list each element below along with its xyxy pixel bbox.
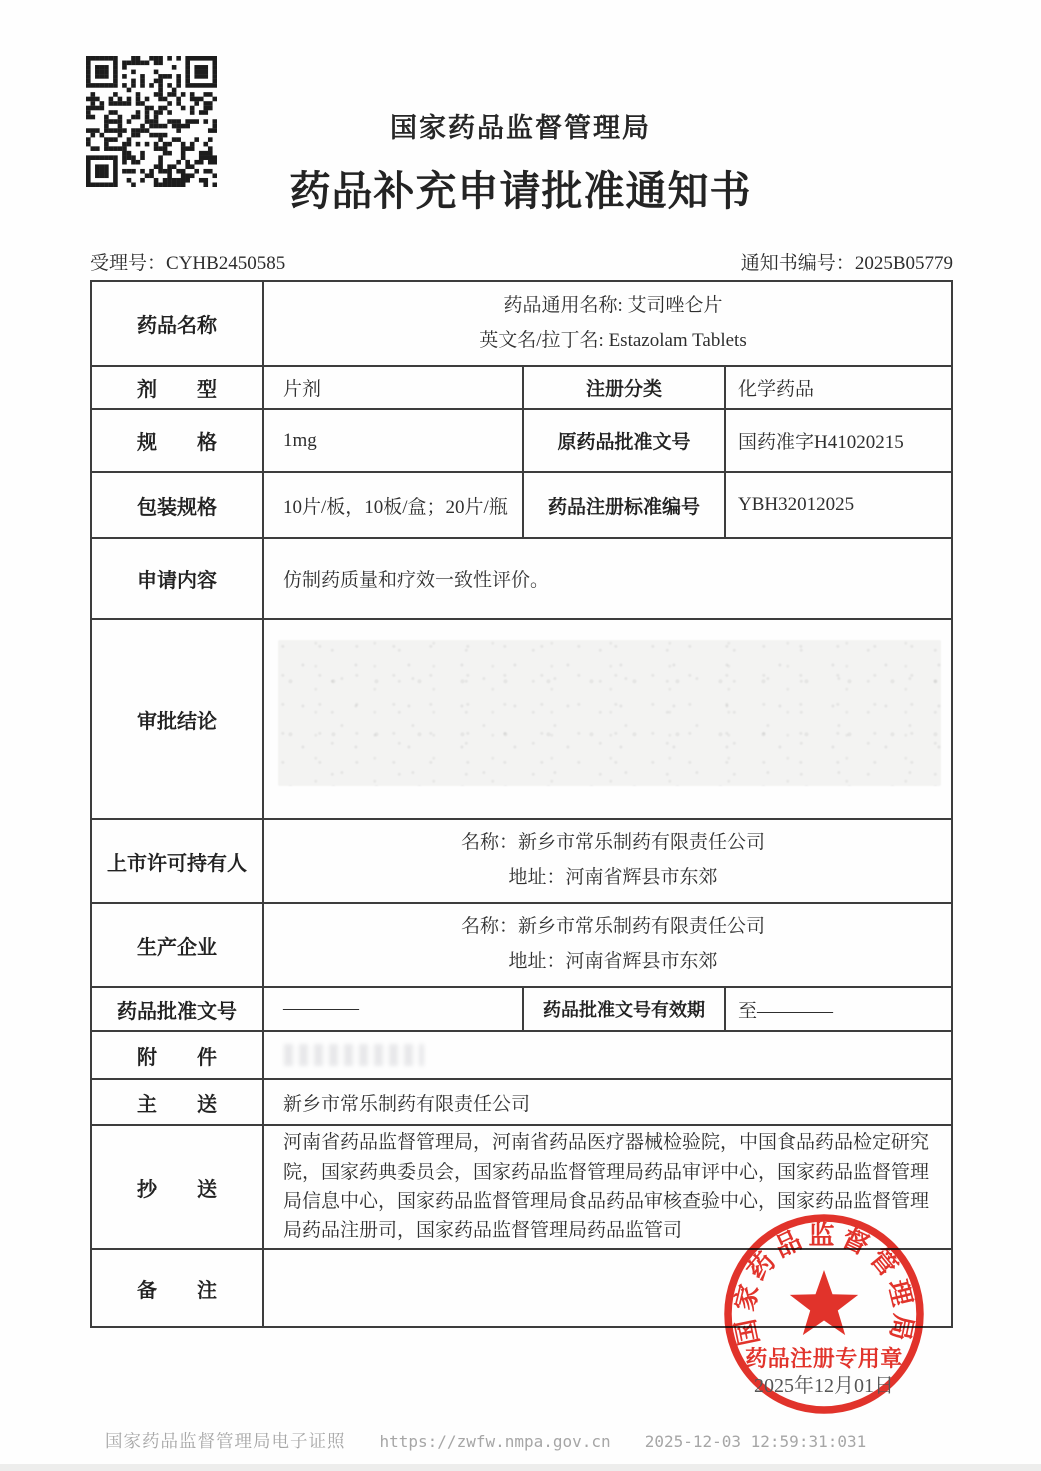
row-approval-conclusion: [92, 620, 951, 820]
drug-name-label: 药品名称: [92, 282, 264, 365]
manufacturer-value: [264, 904, 951, 986]
row-dosage-form: [92, 367, 951, 410]
seal-title-text: 药品注册专用章: [745, 1346, 903, 1371]
faded-text-blur: [284, 1044, 424, 1066]
remarks-label: 备 注: [92, 1250, 264, 1326]
row-attachment: [92, 1032, 951, 1080]
drug-generic-name: 药品通用名称: 艾司唑仑片: [503, 294, 723, 316]
official-seal-stamp: [708, 1198, 940, 1430]
row-manufacturer: [92, 904, 951, 988]
approval-validity-label: 药品批准文号有效期: [524, 988, 726, 1030]
registration-standard-value: YBH32012025: [738, 494, 855, 515]
footer-issuer: 国家药品监督管理局电子证照: [105, 1431, 346, 1451]
seal-ring-text: 国家药品监督管理局: [729, 1220, 919, 1348]
document-title: 药品补充申请批准通知书: [289, 168, 752, 214]
row-license-holder: [92, 820, 951, 904]
attachment-label: 附 件: [92, 1032, 264, 1078]
manufacturer-name: 名称：新乡市常乐制药有限责任公司: [460, 916, 765, 938]
registration-category-label: 注册分类: [524, 367, 726, 408]
original-approval-number-label: 原药品批准文号: [524, 410, 726, 471]
notice-label: 通知书编号：: [740, 253, 855, 274]
approval-number-value: ————: [264, 988, 524, 1030]
package-spec-value: 10片/板，10板/盒；20片/瓶: [264, 473, 524, 537]
row-package-spec: [92, 473, 951, 539]
registration-standard-label: 药品注册标准编号: [524, 473, 726, 537]
scan-edge-strip: [0, 1464, 1041, 1471]
notice-number: 2025B05779: [854, 253, 953, 274]
approval-validity-value: 至————: [738, 1000, 834, 1022]
drug-english-name: 英文名/拉丁名: Estazolam Tablets: [479, 329, 747, 351]
original-approval-number-value: 国药准字H41020215: [738, 432, 904, 453]
license-holder-address: 地址：河南省辉县市东郊: [508, 867, 718, 888]
manufacturer-label: 生产企业: [92, 904, 264, 986]
dosage-form-value: 片剂: [264, 367, 524, 408]
specification-value: 1mg: [264, 410, 524, 471]
main-recipient-value: 新乡市常乐制药有限责任公司: [283, 1093, 531, 1115]
approval-table: [90, 280, 953, 1328]
cc-recipients-value: 河南省药品监督管理局，河南省药品医疗器械检验院，中国食品药品检定研究院，国家药典委员会，国家药品监督管理局药品审评中心，国家药品监督管理局信息中心，国家药品监督管理局食品药品审核查验中心，国家药品监督管理局药品注册司，国家药品监督管理局药品监管司: [283, 1132, 930, 1242]
license-holder-value: [264, 820, 951, 902]
acceptance-label: 受理号：: [90, 253, 167, 274]
package-spec-label: 包装规格: [92, 473, 264, 537]
dosage-form-label: 剂 型: [92, 367, 264, 408]
footer: [105, 1428, 866, 1453]
approval-conclusion-label: 审批结论: [92, 620, 264, 818]
agency-name: 国家药品监督管理局: [390, 113, 651, 143]
acceptance-number-group: [90, 248, 285, 275]
row-drug-name: [92, 282, 951, 367]
approval-conclusion-value: [264, 620, 951, 818]
application-content-value: 仿制药质量和疗效一致性评价。: [283, 570, 550, 591]
notice-number-group: [741, 248, 953, 275]
row-approval-number: [92, 988, 951, 1032]
application-content-label: 申请内容: [92, 539, 264, 618]
footer-timestamp: 2025-12-03 12:59:31:031: [644, 1432, 867, 1451]
license-holder-label: 上市许可持有人: [92, 820, 264, 902]
redacted-blur: [278, 640, 941, 786]
row-application-content: [92, 539, 951, 620]
registration-category-value: 化学药品: [738, 379, 815, 400]
attachment-value: [264, 1032, 951, 1078]
footer-url: https://zwfw.nmpa.gov.cn: [379, 1432, 611, 1451]
row-specification: [92, 410, 951, 473]
license-holder-name: 名称：新乡市常乐制药有限责任公司: [460, 832, 765, 854]
specification-label: 规 格: [92, 410, 264, 471]
reference-line: [90, 248, 953, 275]
seal-star-icon: [790, 1270, 858, 1335]
row-main-recipient: [92, 1080, 951, 1126]
seal-date: 2025年12月01日: [754, 1375, 894, 1397]
manufacturer-address: 地址：河南省辉县市东郊: [508, 951, 718, 972]
main-recipient-label: 主 送: [92, 1080, 264, 1124]
drug-name-value: [264, 282, 951, 365]
acceptance-number: CYHB2450585: [166, 253, 286, 274]
approval-number-label: 药品批准文号: [92, 988, 264, 1030]
cc-recipients-label: 抄 送: [92, 1126, 264, 1248]
